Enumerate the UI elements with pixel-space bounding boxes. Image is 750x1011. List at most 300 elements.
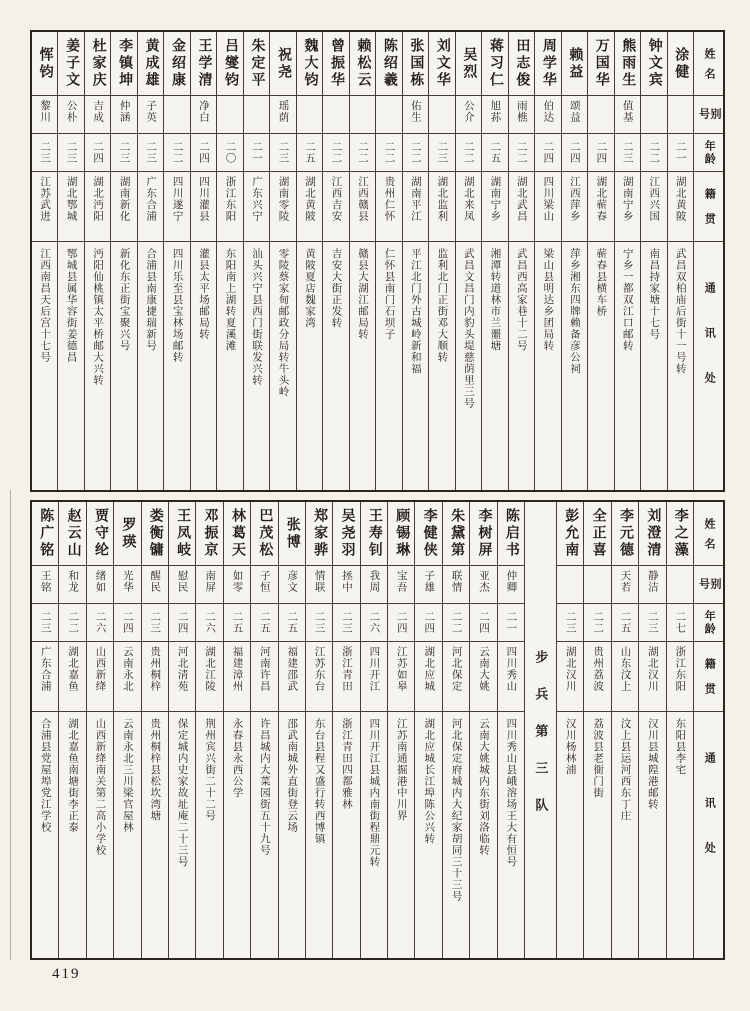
person-name-cell [333,502,359,566]
person-native-place: 河南许昌 [258,646,270,692]
person-column [614,32,640,490]
person-age: 二二 [67,611,79,634]
person-alias: 伯达 [542,100,554,123]
person-alias-cell [470,566,496,604]
header-alias-label: 别号 [697,578,722,598]
person-name-cell [85,32,110,96]
person-name-cell [456,32,481,96]
person-age-cell [114,604,140,642]
person-native-place: 湖北监利 [436,176,448,222]
person-native-cell [376,172,401,242]
person-column [455,32,481,490]
person-name-cell [111,32,136,96]
person-address: 四川开江县城内南街程鼎元转 [368,718,380,868]
person-address-cell [58,242,83,490]
person-age: 二三 [564,611,576,634]
person-native-cell [114,642,140,712]
person-age: 二二 [330,141,342,164]
person-name: 赵云山 [65,508,81,559]
person-column [481,32,507,490]
header-alias-cell [694,96,723,134]
person-native-cell [142,642,168,712]
person-name-cell [641,32,666,96]
person-column [305,502,332,958]
person-column [168,502,195,958]
person-address: 梁山县明达乡团局转 [542,248,554,352]
person-native-cell [87,642,113,712]
person-alias-cell [323,96,348,134]
header-native-cell [694,642,723,712]
person-alias-cell [306,566,332,604]
person-column [296,32,322,490]
person-alias-cell [668,96,693,134]
person-address: 灌县太平场邮局转 [198,248,210,340]
person-alias-cell [415,566,441,604]
person-column [141,502,168,958]
person-alias: 南屏 [204,570,216,593]
person-name-cell [191,32,216,96]
person-native-cell [217,172,242,242]
person-alias-cell [217,96,242,134]
person-column [587,32,613,490]
person-address-cell [297,242,322,490]
person-alias-cell [509,96,534,134]
person-address: 仁怀县南门石坝子 [383,248,395,340]
person-age-cell [388,604,414,642]
person-name: 罗瑛 [120,516,136,551]
person-address: 黄陂夏店魏家湾 [303,248,315,329]
person-column [611,502,638,958]
person-alias: 彦文 [286,570,298,593]
person-column [32,32,57,490]
person-age: 二二 [462,141,474,164]
person-native-cell [641,172,666,242]
person-alias: 净白 [198,100,210,123]
person-age-cell [667,604,693,642]
person-age: 二五 [489,141,501,164]
person-column [269,32,295,490]
person-age-cell [641,134,666,172]
person-name-cell [482,32,507,96]
table-header-column [693,32,723,490]
person-age: 二四 [423,611,435,634]
person-address: 河北保定府城内大纪家胡同三十三号 [450,718,462,902]
person-native-place: 福建漳州 [231,646,243,692]
person-native-cell [667,642,693,712]
person-column [666,502,693,958]
person-name: 张博 [284,516,300,551]
person-native-cell [196,642,222,712]
person-address-cell [429,242,454,490]
person-age: 二四 [176,611,188,634]
person-alias-cell [641,96,666,134]
person-address: 鄂城县属华容街姜德昌 [65,248,77,363]
person-native-cell [32,172,57,242]
person-name: 朱定平 [249,38,265,89]
person-address: 贵州桐梓县松坎湾塘 [149,718,161,822]
person-age-cell [323,134,348,172]
person-name: 巴茂松 [257,508,273,559]
person-native-place: 湖南零陵 [277,176,289,222]
person-address-cell [217,242,242,490]
person-alias-cell [350,96,375,134]
person-native-place: 四川秀山 [505,646,517,692]
person-address: 沔阳仙桃镇太平桥邮大兴转 [92,248,104,386]
person-name: 李之藻 [672,508,688,559]
person-age-cell [612,604,638,642]
person-name: 李元德 [618,508,634,559]
person-name-cell [535,32,560,96]
person-address-cell [111,242,136,490]
person-name-cell [217,32,242,96]
person-alias: 旭荪 [489,100,501,123]
person-address-cell [639,712,665,958]
person-native-cell [244,172,269,242]
person-native-place: 江西赣县 [356,176,368,222]
person-column [442,502,469,958]
person-age-cell [639,604,665,642]
person-alias-cell [59,566,85,604]
person-name: 黄成雄 [143,38,159,89]
person-address: 监利北门正街邓大顺转 [436,248,448,363]
person-native-cell [169,642,195,712]
header-age-label: 年龄 [703,609,716,636]
person-age: 二二 [409,141,421,164]
person-address-cell [350,242,375,490]
person-age-cell [376,134,401,172]
person-native-cell [557,642,583,712]
person-alias: 醒民 [149,570,161,593]
person-address-cell [562,242,587,490]
person-address-cell [196,712,222,958]
person-column [223,502,250,958]
person-address: 湖北嘉鱼南塘街李正泰 [67,718,79,833]
person-alias: 和龙 [67,570,79,593]
person-address: 武昌文昌门内豹头堤慈荫里三号 [462,248,474,409]
person-address-cell [376,242,401,490]
person-age-cell [138,134,163,172]
person-native-place: 四川灌县 [198,176,210,222]
person-address-cell [498,712,524,958]
person-alias: 绪如 [94,570,106,593]
person-age: 二二 [592,611,604,634]
person-column [137,32,163,490]
person-name: 林葛天 [229,508,245,559]
person-age-cell [224,604,250,642]
person-age-cell [87,604,113,642]
person-age-cell [196,604,222,642]
person-age: 二四 [477,611,489,634]
person-address-cell [557,712,583,958]
person-age: 二四 [568,141,580,164]
person-alias: 天若 [619,570,631,593]
person-alias: 光华 [121,570,133,593]
person-column [469,502,496,958]
person-name-cell [639,502,665,566]
person-address: 南昌持家塘十七号 [648,248,660,340]
header-native-label: 籍贯 [703,658,716,708]
person-alias: 仲卿 [505,570,517,593]
person-name-cell [32,32,57,96]
person-address-cell [641,242,666,490]
person-native-cell [111,172,136,242]
person-address-cell [584,712,610,958]
person-column [360,502,387,958]
person-age: 二三 [149,611,161,634]
person-name-cell [350,32,375,96]
person-age-cell [668,134,693,172]
person-address: 平江北门外古城岭新和福 [409,248,421,375]
person-age: 二二 [515,141,527,164]
person-address-cell [87,712,113,958]
person-address-cell [323,242,348,490]
person-native-place: 山东汶上 [619,646,631,692]
person-column [561,32,587,490]
person-name: 李健侠 [421,508,437,559]
person-age: 二三 [118,141,130,164]
person-native-place: 湖北嘉鱼 [67,646,79,692]
header-age-cell [694,134,723,172]
person-native-cell [584,642,610,712]
person-address: 吉安大街正发转 [330,248,342,329]
person-age-cell [111,134,136,172]
person-alias-cell [251,566,277,604]
person-age-cell [562,134,587,172]
person-name: 曾振华 [328,38,344,89]
person-age: 二六 [94,611,106,634]
person-column [32,502,58,958]
person-address-cell [403,242,428,490]
person-address-cell [85,242,110,490]
person-native-cell [270,172,295,242]
person-address: 汉川县城隍港邮转 [646,718,658,810]
person-address: 汶上县运河西东丁庄 [619,718,631,822]
person-native-place: 云南大姚 [477,646,489,692]
person-alias-cell [482,96,507,134]
person-alias: 慰民 [176,570,188,593]
person-name-cell [32,502,58,566]
person-alias-cell [114,566,140,604]
person-address: 邵武南城外直街登云场 [286,718,298,833]
person-alias-cell [297,96,322,134]
header-name-label: 姓名 [703,47,715,88]
person-name: 陈启书 [503,508,519,559]
person-name: 陈广铭 [38,508,54,559]
person-column [216,32,242,490]
person-address-cell [169,712,195,958]
person-address: 江西南昌天后宫十七号 [39,248,51,363]
person-native-place: 湖北鄂城 [65,176,77,222]
person-age-cell [297,134,322,172]
person-address: 保定城内史家故址庵二十三号 [176,718,188,868]
person-address-cell [615,242,640,490]
person-native-cell [138,172,163,242]
person-column [349,32,375,490]
person-alias: 公介 [462,100,474,123]
person-age-cell [584,604,610,642]
person-native-cell [429,172,454,242]
person-address: 东阳南上湖转夏溪滩 [224,248,236,352]
person-name: 顾锡琳 [394,508,410,559]
person-native-cell [279,642,305,712]
person-address: 东台县程又盛行转西博镇 [313,718,325,845]
person-age-cell [403,134,428,172]
person-age-cell [498,604,524,642]
person-name-cell [429,32,454,96]
person-address-cell [306,712,332,958]
person-column [332,502,359,958]
person-age-cell [333,604,359,642]
person-address: 江苏南通掘港中川界 [395,718,407,822]
person-name-cell [164,32,189,96]
page-number: 419 [52,966,81,982]
person-native-place: 湖北黄陂 [674,176,686,222]
person-name-cell [470,502,496,566]
person-alias-cell [169,566,195,604]
person-native-place: 湖南宁乡 [621,176,633,222]
person-age: 二四 [198,141,210,164]
person-address-cell [333,712,359,958]
person-alias-cell [142,566,168,604]
person-column [414,502,441,958]
person-age: 二三 [436,141,448,164]
person-alias-cell [557,566,583,604]
person-address: 新化东正街宝聚兴号 [118,248,130,352]
section-divider-column [524,502,556,958]
person-age-cell [615,134,640,172]
person-name-cell [323,32,348,96]
person-name: 周学华 [540,38,556,89]
person-name: 王学清 [196,38,212,89]
person-alias: 佑生 [409,100,421,123]
person-native-place: 湖北蕲春 [595,176,607,222]
header-address-cell [694,242,723,490]
person-name-cell [297,32,322,96]
person-name-cell [498,502,524,566]
person-age: 二五 [619,611,631,634]
person-alias: 拯中 [341,570,353,593]
person-native-place: 浙江东阳 [224,176,236,222]
person-age-cell [443,604,469,642]
person-alias-cell [562,96,587,134]
person-age: 二六 [204,611,216,634]
person-name: 彭允南 [563,508,579,559]
person-address-cell [443,712,469,958]
header-alias-cell [694,566,723,604]
person-name-cell [138,32,163,96]
person-alias-cell [376,96,401,134]
person-alias: 联情 [450,570,462,593]
person-name-cell [388,502,414,566]
person-column [113,502,140,958]
person-age: 二三 [145,141,157,164]
person-age-cell [164,134,189,172]
person-name-cell [557,502,583,566]
person-age: 二三 [313,611,325,634]
person-alias-cell [58,96,83,134]
person-name: 陈绍羲 [381,38,397,89]
table-header-column [693,502,723,958]
person-native-cell [482,172,507,242]
person-alias: 瑶荫 [277,100,289,123]
person-age-cell [59,604,85,642]
person-column [243,32,269,490]
person-column [387,502,414,958]
person-native-cell [615,172,640,242]
person-name-cell [114,502,140,566]
person-alias: 我周 [368,570,380,593]
person-name-cell [667,502,693,566]
person-age: 二二 [356,141,368,164]
person-age: 二一 [251,141,263,164]
person-native-place: 江苏如皋 [395,646,407,692]
person-age-cell [142,604,168,642]
person-native-cell [612,642,638,712]
person-address: 赣县大湖江邮局转 [356,248,368,340]
person-alias: 子恒 [258,570,270,593]
person-alias: 颂益 [568,100,580,123]
person-address-cell [667,712,693,958]
header-address-label: 通讯处 [703,752,716,887]
person-age: 二二 [383,141,395,164]
person-name-cell [142,502,168,566]
person-alias-cell [164,96,189,134]
person-age-cell [191,134,216,172]
person-column [534,32,560,490]
person-alias: 吉成 [92,100,104,123]
person-native-place: 云南永北 [121,646,133,692]
person-column [250,502,277,958]
person-name: 赖松云 [355,38,371,89]
person-address: 浙江青田四都雅林 [341,718,353,810]
person-native-place: 湖南宁乡 [489,176,501,222]
person-native-place: 四川梁山 [542,176,554,222]
person-column [195,502,222,958]
person-name-cell [270,32,295,96]
person-native-cell [535,172,560,242]
person-age-cell [350,134,375,172]
person-name-cell [251,502,277,566]
header-native-cell [694,172,723,242]
person-name-cell [376,32,401,96]
person-address-cell [470,712,496,958]
person-alias-cell [403,96,428,134]
person-alias: 如零 [231,570,243,593]
header-age-cell [694,604,723,642]
person-address: 武昌双柏庙后街十一号转 [674,248,686,375]
person-age: 二五 [303,141,315,164]
person-address: 山西新绛南关第二高小学校 [94,718,106,856]
person-age: 二二 [171,141,183,164]
person-name: 李树屏 [476,508,492,559]
person-native-place: 江西吉安 [330,176,342,222]
person-name: 姜子文 [64,38,80,89]
person-native-cell [85,172,110,242]
header-address-label: 通讯处 [703,282,716,417]
person-address-cell [535,242,560,490]
person-age: 二三 [621,141,633,164]
person-address-cell [279,712,305,958]
person-age: 二二 [450,611,462,634]
person-alias-cell [584,566,610,604]
person-alias: 值基 [621,100,633,123]
person-alias-cell [535,96,560,134]
person-address: 四川秀山县峨溶场王大有恒号 [505,718,517,868]
person-alias-cell [456,96,481,134]
person-native-cell [388,642,414,712]
section-divider-label: 步兵第三队 [533,649,549,835]
person-address-cell [588,242,613,490]
